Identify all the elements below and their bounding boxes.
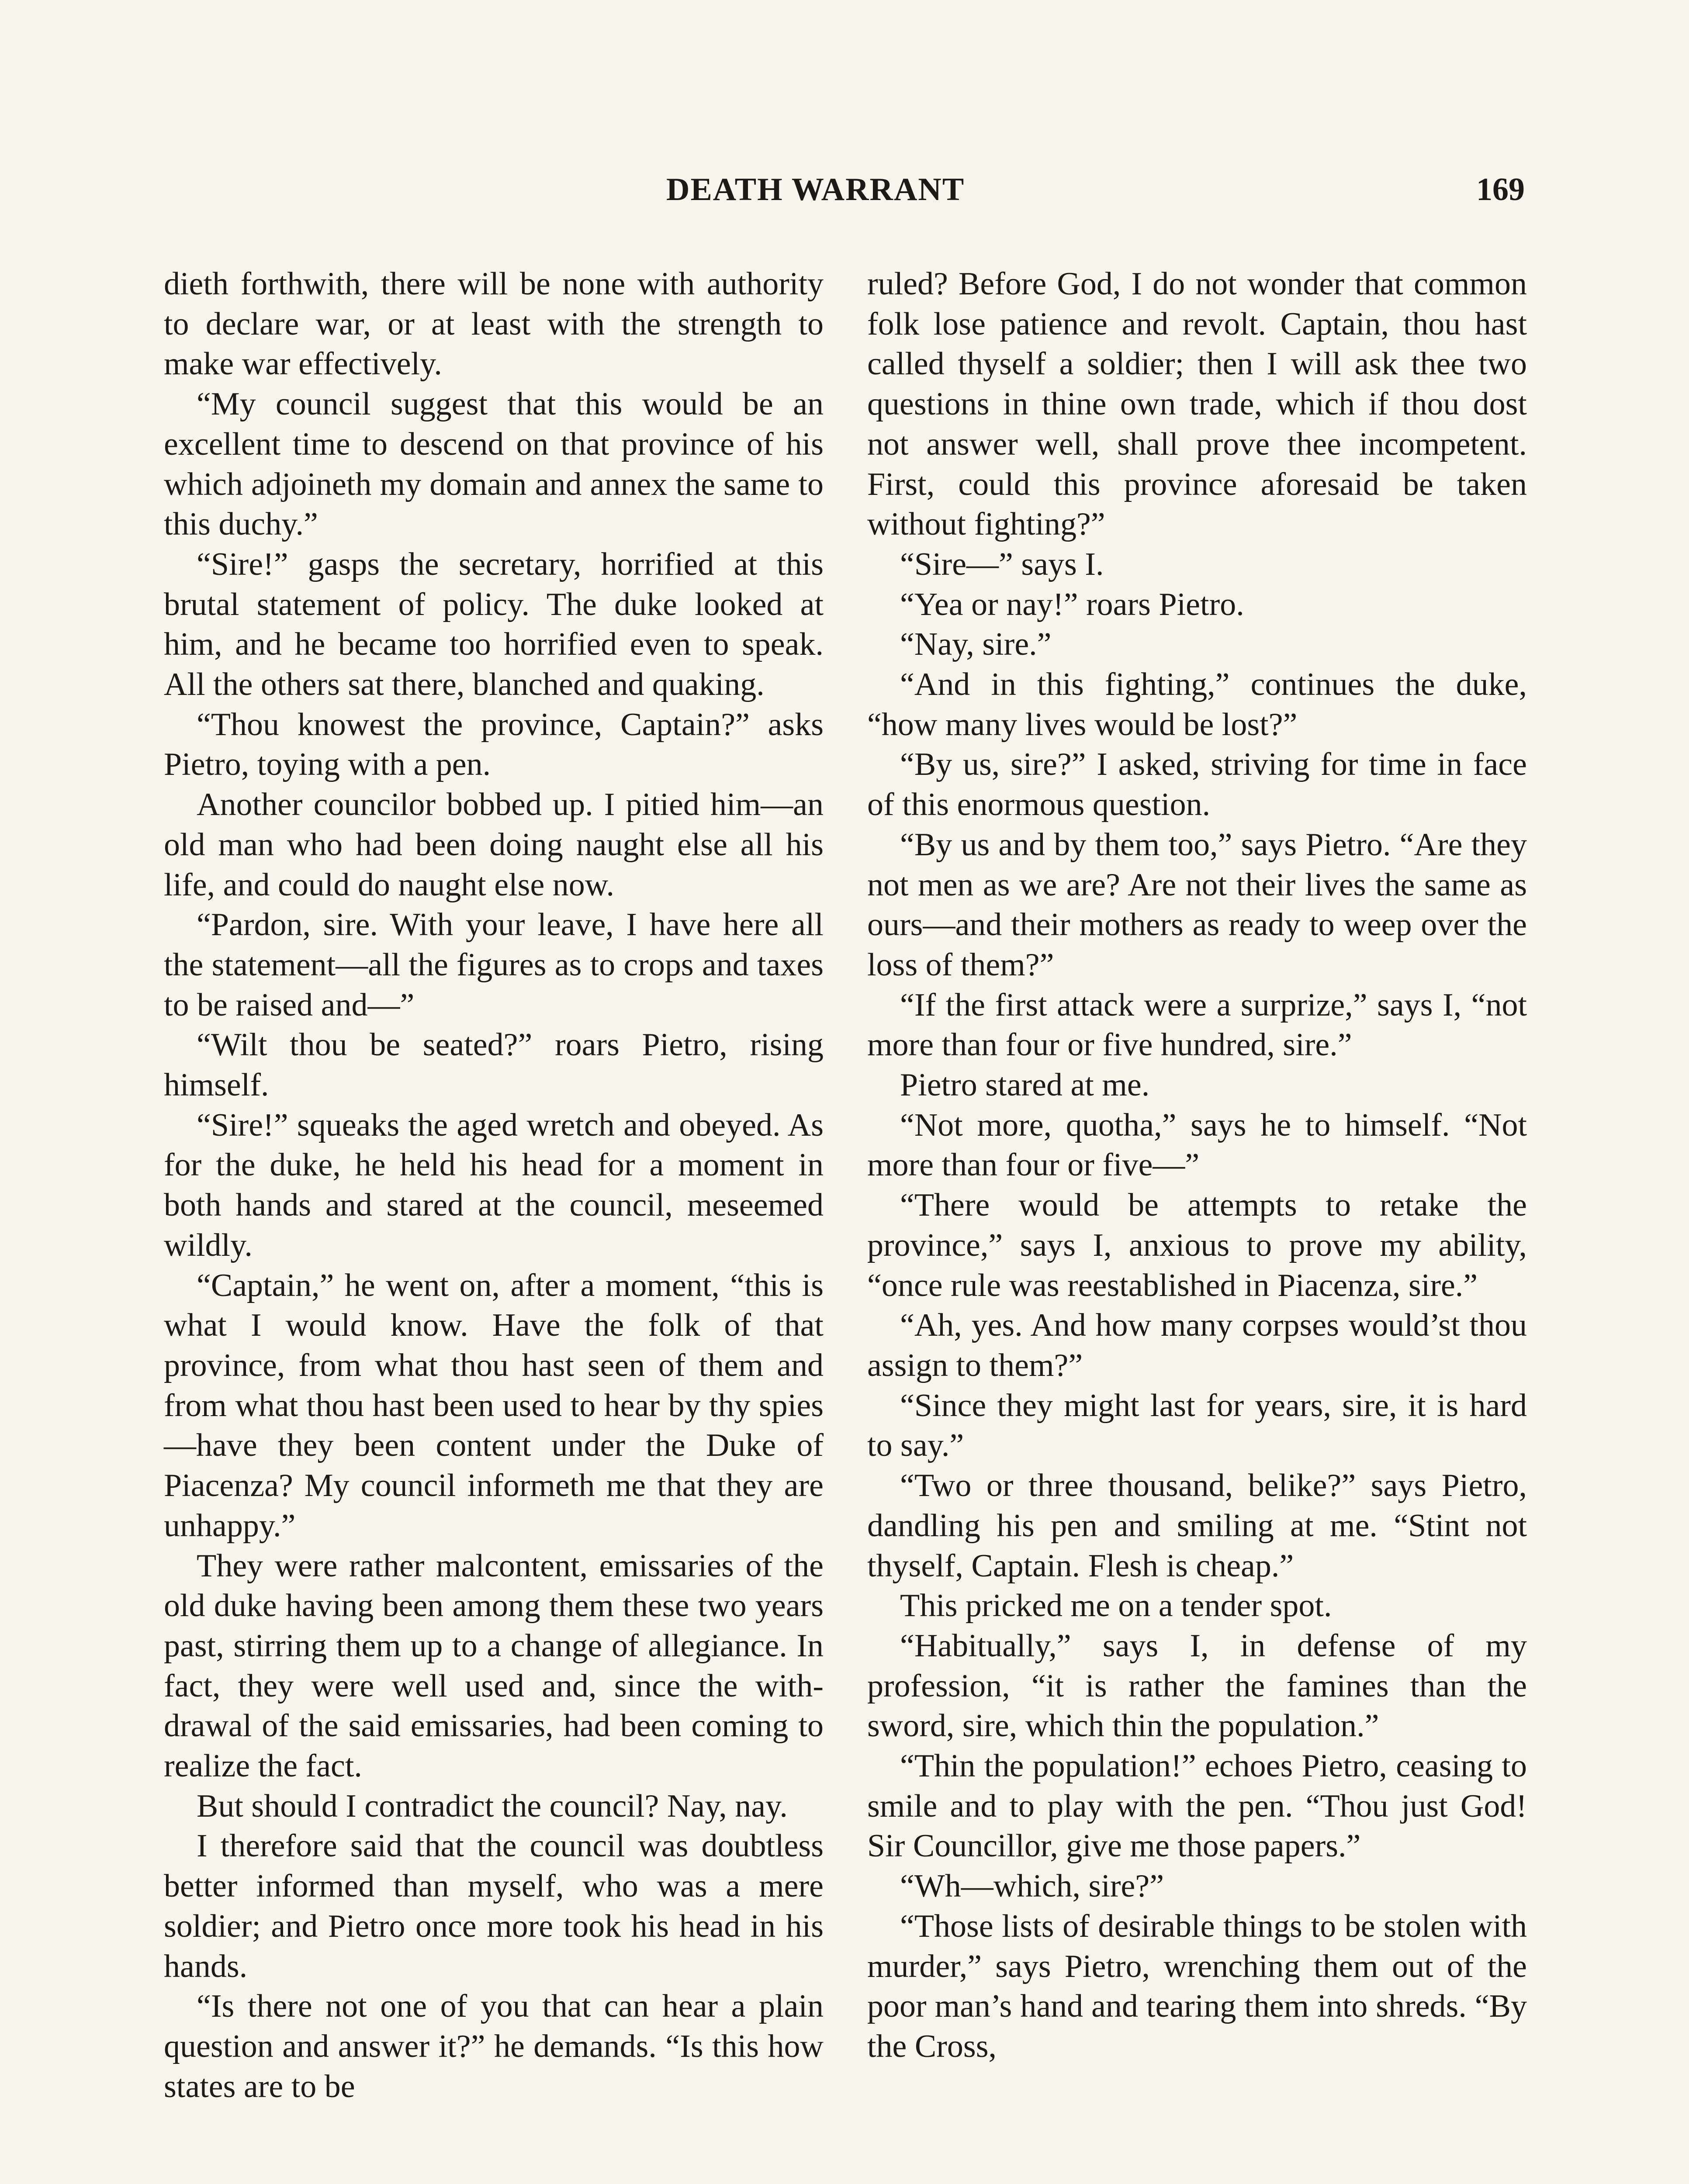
paragraph: Pietro stared at me. xyxy=(900,1067,1150,1103)
paragraph: “Thou knowest the province, Captain?” asks Pietro, toying with a pen. xyxy=(164,706,824,783)
paragraph: “By us and by them too,” says Pietro. “Are they not men as we are? Are not their lives the same as ours—and their mothers as ready to weep over the loss of them?” xyxy=(867,826,1527,983)
paragraph: This pricked me on a tender spot. xyxy=(900,1588,1332,1624)
paragraph: “Is there not one of you that can hear a plain question and answer it?” he demands. “Is this how states are to be xyxy=(164,1988,824,2105)
paragraph: I therefore said that the council was doubtless better informed than myself, who was a mere soldier; and Pietro once more took his head in his hands. xyxy=(164,1828,824,1984)
paragraph: “If the first attack were a surprize,” says I, “not more than four or five hundred, sire.” xyxy=(867,987,1527,1063)
paragraph: “There would be attempts to retake the province,” says I, anxious to prove my ability, “once rule was reestablished in Piacenza, sire.” xyxy=(867,1187,1527,1303)
paragraph: “Sire!” gasps the secretary, horrified at this brutal statement of policy. The duke looked at him, and he became too horrified even to speak. All the others sat there, blanched and quaking. xyxy=(164,546,824,703)
paragraph: Another councilor bobbed up. I pitied him—an old man who had been doing naught else all his life, and could do naught else now. xyxy=(164,787,824,903)
paragraph: “Captain,” he went on, after a moment, “this is what I would know. Have the folk of that province, from what thou hast seen of them and from what thou hast been used to hear by thy spies—have they been content under the Duke of Piacenza? My council informeth me that they are unhappy.” xyxy=(164,1267,824,1544)
chapter-title: DEATH WARRANT xyxy=(666,172,965,207)
paragraph: “Nay, sire.” xyxy=(900,626,1052,663)
paragraph: “Since they might last for years, sire, it is hard to say.” xyxy=(867,1387,1527,1464)
right-column xyxy=(867,264,1527,2067)
paragraph: “Wh—which, sire?” xyxy=(900,1868,1164,1904)
paragraph: “Sire!” squeaks the aged wretch and obeyed. As for the duke, he held his head for a moment in both hands and stared at the council, meseemed wildly. xyxy=(164,1107,824,1263)
page-number: 169 xyxy=(1476,172,1525,207)
paragraph: “Two or three thousand, belike?” says Pietro, dandling his pen and smiling at me. “Stint not thyself, Captain. Flesh is cheap.” xyxy=(867,1468,1527,1584)
paragraph: “Habitually,” says I, in defense of my profession, “it is rather the famines than the sword, sire, which thin the population.” xyxy=(867,1628,1527,1744)
paragraph: “Pardon, sire. With your leave, I have here all the statement—all the figures as to crops and taxes to be raised and—” xyxy=(164,907,824,1023)
paragraph: “Ah, yes. And how many corpses would’st thou assign to them?” xyxy=(867,1307,1527,1383)
paragraph: “My council suggest that this would be an excellent time to descend on that province of his which adjoineth my domain and annex the same to this duchy.” xyxy=(164,386,824,543)
paragraph: “Those lists of desirable things to be stolen with murder,” says Pietro, wrenching them out of the poor man’s hand and tearing them into shreds. “By the Cross, xyxy=(867,1908,1527,2064)
left-column xyxy=(164,264,824,2107)
paragraph: “Sire—” says I. xyxy=(900,546,1104,582)
paragraph: They were rather malcontent, emissaries of the old duke having been among them these two years past, stirring them up to a change of allegiance. In fact, they were well used and, since the withdrawal of the said emissaries, had been coming to realize the fact. xyxy=(164,1548,824,1784)
paragraph: dieth forthwith, there will be none with authority to declare war, or at least with the strength to make war effectively. xyxy=(164,266,824,382)
paragraph: “Wilt thou be seated?” roars Pietro, rising himself. xyxy=(164,1027,824,1103)
paragraph: “And in this fighting,” continues the duke, “how many lives would be lost?” xyxy=(867,667,1527,743)
paragraph: But should I contradict the council? Nay, nay. xyxy=(197,1788,788,1824)
paragraph: “By us, sire?” I asked, striving for time in face of this enormous question. xyxy=(867,746,1527,823)
paragraph: ruled? Before God, I do not wonder that common folk lose patience and revolt. Captain, thou hast called thyself a soldier; then I will ask thee two questions in thine own trade, which if thou dost not answer well, shall prove thee incompetent. First, could this province aforesaid be taken without fighting?” xyxy=(867,266,1527,543)
running-header xyxy=(164,171,1525,219)
paragraph: “Thin the population!” echoes Pietro, ceasing to smile and to play with the pen. “Thou just God! Sir Councillor, give me those papers.” xyxy=(867,1748,1527,1864)
paragraph: “Yea or nay!” roars Pietro. xyxy=(900,586,1244,622)
paragraph: “Not more, quotha,” says he to himself. “Not more than four or five—” xyxy=(867,1107,1527,1183)
